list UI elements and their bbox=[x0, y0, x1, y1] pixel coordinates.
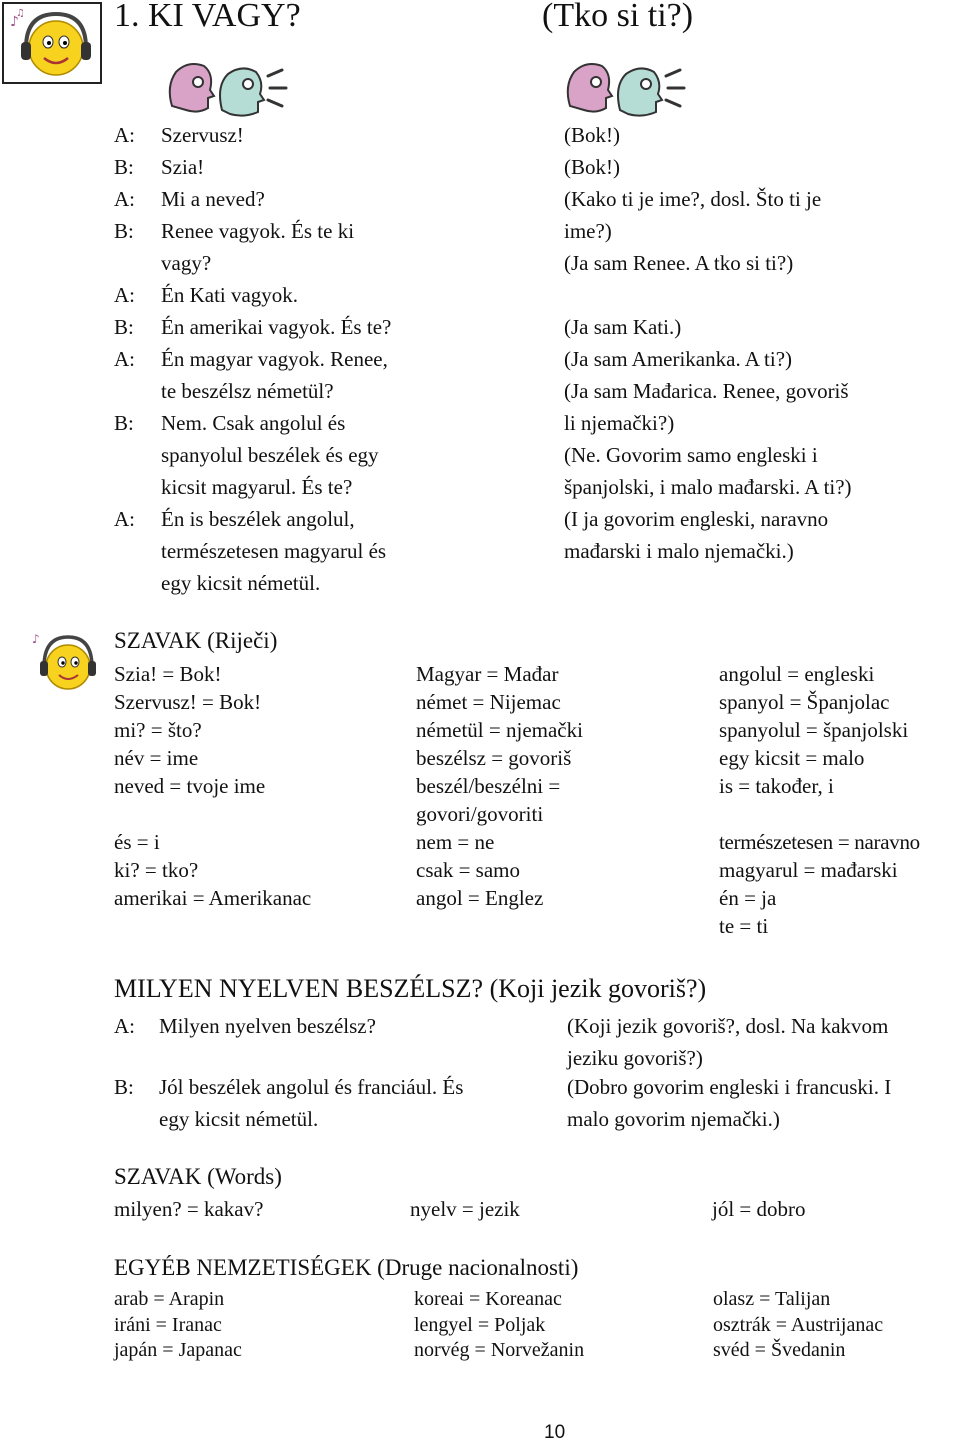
speaker-label: B: bbox=[114, 219, 134, 243]
svg-text:♫: ♫ bbox=[16, 8, 25, 19]
translation-line: (Ja sam Amerikanka. A ti?) bbox=[564, 347, 793, 371]
vocabulary-column-1 bbox=[114, 660, 404, 912]
speaker-label: B: bbox=[114, 155, 134, 179]
speaker-label: B: bbox=[114, 411, 134, 435]
vocabulary-heading-2: SZAVAK (Words) bbox=[114, 1164, 282, 1189]
translation-line: (Dobro govorim engleski i francuski. I bbox=[567, 1075, 892, 1099]
vocabulary-column-3 bbox=[719, 660, 959, 940]
speaker-label: A: bbox=[114, 123, 135, 147]
translation-line: jeziku govoriš?) bbox=[567, 1046, 703, 1070]
vocab-item: is = također, i bbox=[719, 774, 834, 798]
nationality-item: olasz = Talijan bbox=[713, 1288, 831, 1310]
vocab-item: govori/govoriti bbox=[416, 802, 544, 826]
dialogue-text: Én amerikai vagyok. És te? bbox=[161, 315, 392, 339]
dialogue-text: Mi a neved? bbox=[161, 187, 265, 211]
translation-line: (Kako ti je ime?, dosl. Što ti je bbox=[564, 187, 822, 211]
vocab-item: neved = tvoje ime bbox=[114, 774, 266, 798]
speaker-label: A: bbox=[114, 187, 135, 211]
dialogue-text: te beszélsz németül? bbox=[161, 379, 334, 403]
vocab-item: amerikai = Amerikanac bbox=[114, 886, 312, 910]
dialogue-hungarian bbox=[114, 119, 534, 599]
vocab-item: beszélsz = govoriš bbox=[416, 746, 572, 770]
nationalities-column-3 bbox=[713, 1287, 953, 1364]
svg-text:♪: ♪ bbox=[32, 632, 40, 646]
vocab-item: spanyol = Španjolac bbox=[719, 690, 890, 714]
speaker-label: A: bbox=[114, 507, 135, 531]
listening-smiley-icon bbox=[30, 625, 100, 695]
dialogue-text: Én magyar vagyok. Renee, bbox=[161, 347, 388, 371]
listening-smiley-icon bbox=[2, 2, 102, 84]
vocab-item bbox=[719, 800, 959, 828]
translation-line: (Koji jezik govoriš?, dosl. Na kakvom bbox=[567, 1014, 889, 1038]
nationality-item: svéd = Švedanin bbox=[713, 1339, 846, 1361]
talking-people-icon bbox=[164, 56, 304, 120]
vocab-item: németül = njemački bbox=[416, 718, 583, 742]
talking-people-icon bbox=[562, 56, 702, 120]
page-title: 1. KI VAGY? bbox=[114, 0, 301, 34]
vocab-item: ki? = tko? bbox=[114, 858, 199, 882]
nationality-item: lengyel = Poljak bbox=[414, 1313, 546, 1336]
translation-line: ime?) bbox=[564, 219, 612, 243]
translation-line: (Bok!) bbox=[564, 155, 620, 179]
translation-line: (Ja sam Renee. A tko si ti?) bbox=[564, 251, 794, 275]
nationality-item: japán = Japanac bbox=[114, 1339, 242, 1361]
dialogue-hungarian-2 bbox=[114, 1010, 554, 1140]
page-title-translation: (Tko si ti?) bbox=[542, 0, 694, 34]
dialogue-text: Szia! bbox=[161, 155, 205, 179]
section-heading: MILYEN NYELVEN BESZÉLSZ? (Koji jezik govoriš?) bbox=[114, 974, 707, 1003]
vocab-item: spanyolul = španjolski bbox=[719, 718, 909, 742]
vocab-item: csak = samo bbox=[416, 858, 520, 882]
speaker-label: A: bbox=[114, 1014, 135, 1038]
vocab-item: Magyar = Mađar bbox=[416, 662, 559, 686]
vocab-item: jól = dobro bbox=[712, 1197, 806, 1221]
translation-line: li njemački?) bbox=[564, 411, 675, 435]
dialogue-text: Nem. Csak angolul és bbox=[161, 411, 346, 435]
dialogue-text: egy kicsit németül. bbox=[161, 571, 321, 595]
vocab-item: egy kicsit = malo bbox=[719, 746, 865, 770]
vocab-item: és = i bbox=[114, 830, 160, 854]
nationality-item: osztrák = Austrijanac bbox=[713, 1313, 884, 1336]
nationality-item: iráni = Iranac bbox=[114, 1313, 222, 1336]
speaker-label: A: bbox=[114, 283, 135, 307]
nationalities-column-2 bbox=[414, 1287, 694, 1364]
speaker-label: A: bbox=[114, 347, 135, 371]
vocab-item: nyelv = jezik bbox=[410, 1197, 520, 1221]
translation-line: španjolski, i malo mađarski. A ti?) bbox=[564, 475, 852, 499]
dialogue-text: Én is beszélek angolul, bbox=[161, 507, 355, 531]
svg-text:♪: ♪ bbox=[10, 14, 19, 30]
translation-line: (Ne. Govorim samo engleski i bbox=[564, 443, 818, 467]
nationality-item: arab = Arapin bbox=[114, 1288, 225, 1310]
vocab-item: német = Nijemac bbox=[416, 690, 561, 714]
nationalities-column-1 bbox=[114, 1287, 394, 1364]
vocab-item: nem = ne bbox=[416, 830, 495, 854]
vocab-item: beszél/beszélni = bbox=[416, 774, 561, 798]
dialogue-text: vagy? bbox=[161, 251, 212, 275]
vocabulary-column-2 bbox=[416, 660, 706, 912]
translation-line: (Ja sam Kati.) bbox=[564, 315, 682, 339]
translation-line: (Ja sam Mađarica. Renee, govoriš bbox=[564, 379, 849, 403]
dialogue-text: Jól beszélek angolul és franciául. És bbox=[159, 1075, 464, 1099]
dialogue-text: Renee vagyok. És te ki bbox=[161, 219, 355, 243]
dialogue-text: Szervusz! bbox=[161, 123, 244, 147]
translation-line: (Bok!) bbox=[564, 123, 620, 147]
dialogue-translation bbox=[564, 119, 954, 569]
dialogue-text: Én Kati vagyok. bbox=[161, 283, 299, 307]
nationality-item: koreai = Koreanac bbox=[414, 1288, 562, 1310]
nationality-item: norvég = Norvežanin bbox=[414, 1339, 585, 1361]
vocabulary-heading: SZAVAK (Riječi) bbox=[114, 628, 278, 653]
dialogue-translation-2 bbox=[567, 1010, 957, 1140]
vocab-item: magyarul = mađarski bbox=[719, 858, 898, 882]
dialogue-text: spanyolul beszélek és egy bbox=[161, 443, 379, 467]
vocab-item: én = ja bbox=[719, 886, 777, 910]
nationalities-heading: EGYÉB NEMZETISÉGEK (Druge nacionalnosti) bbox=[114, 1255, 579, 1280]
vocab-item: mi? = što? bbox=[114, 718, 202, 742]
translation-line: (I ja govorim engleski, naravno bbox=[564, 507, 829, 531]
dialogue-text: Milyen nyelven beszélsz? bbox=[159, 1014, 376, 1038]
vocab-item: angol = Englez bbox=[416, 886, 544, 910]
vocab-item: Szervusz! = Bok! bbox=[114, 690, 262, 714]
dialogue-text: egy kicsit németül. bbox=[159, 1107, 319, 1131]
vocab-item: Szia! = Bok! bbox=[114, 662, 222, 686]
translation-line: mađarski i malo njemački.) bbox=[564, 539, 794, 563]
dialogue-text: természetesen magyarul és bbox=[161, 539, 387, 563]
vocab-item: név = ime bbox=[114, 746, 199, 770]
vocab-item: te = ti bbox=[719, 914, 769, 938]
page-number: 10 bbox=[544, 1422, 566, 1443]
vocab-item: természetesen = naravno bbox=[719, 830, 920, 854]
dialogue-text: kicsit magyarul. És te? bbox=[161, 475, 353, 499]
speaker-label: B: bbox=[114, 1075, 134, 1099]
translation-line: malo govorim njemački.) bbox=[567, 1107, 780, 1131]
speaker-label: B: bbox=[114, 315, 134, 339]
vocab-item bbox=[114, 800, 404, 828]
vocab-item: milyen? = kakav? bbox=[114, 1197, 264, 1221]
vocab-item: angolul = engleski bbox=[719, 662, 875, 686]
